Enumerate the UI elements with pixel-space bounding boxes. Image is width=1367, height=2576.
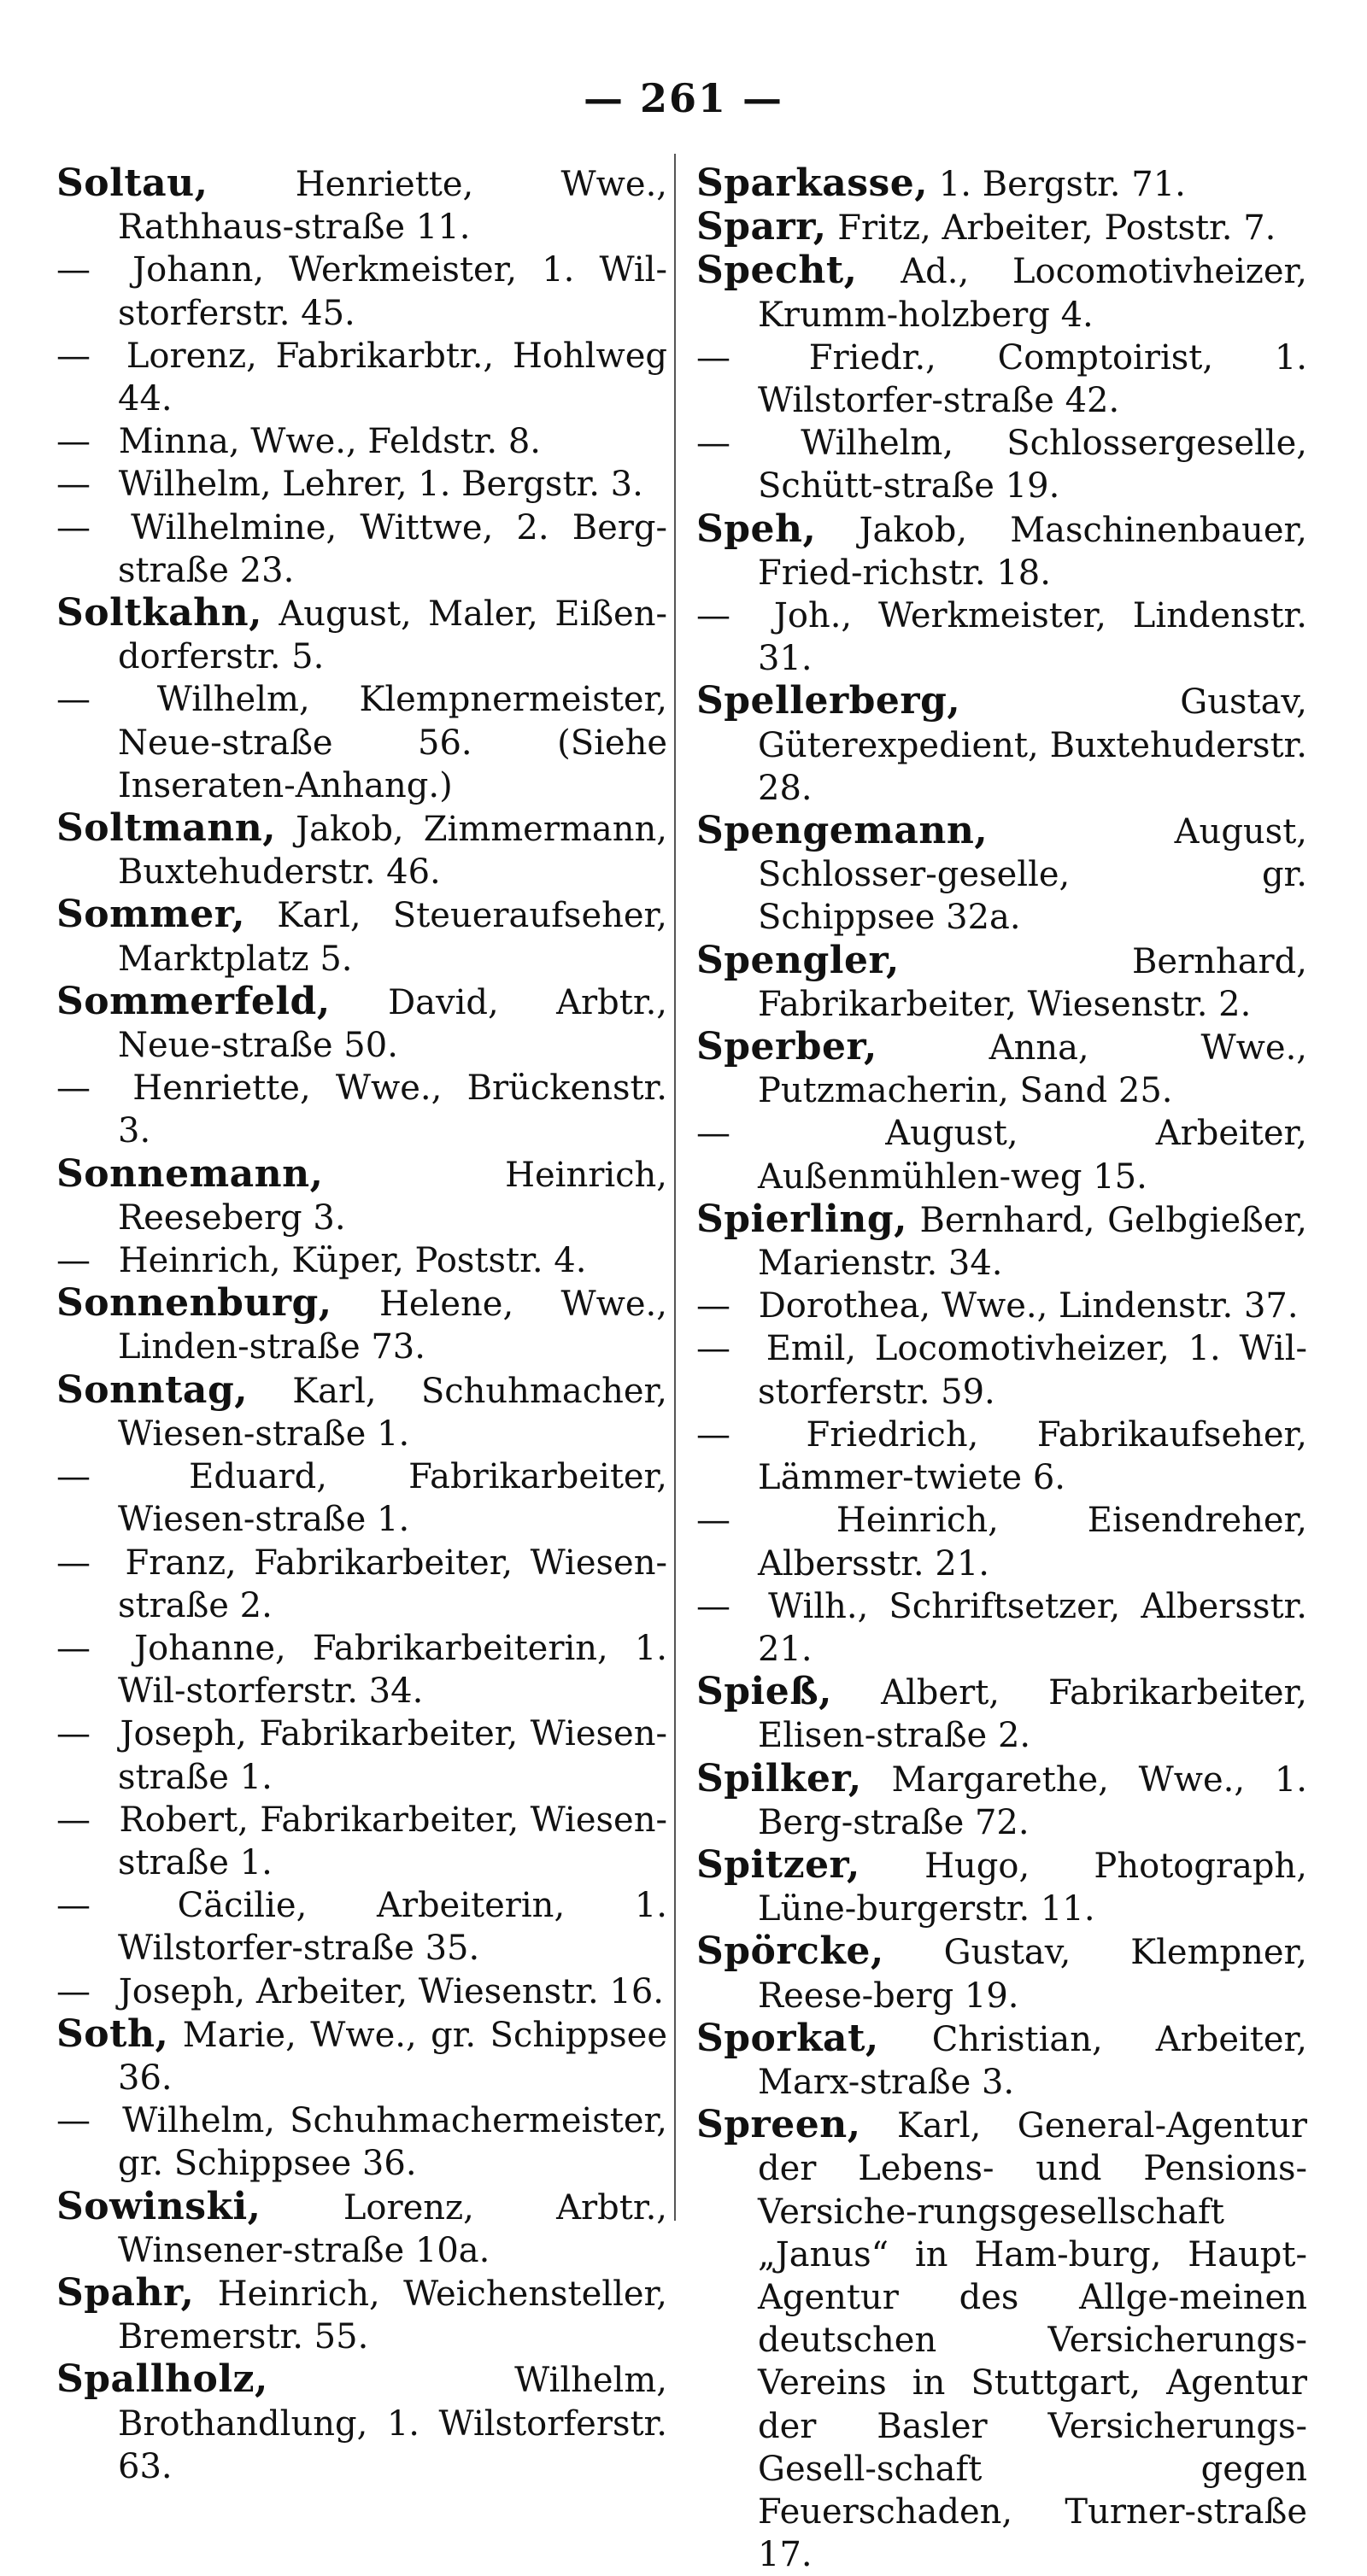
directory-entry [56, 420, 667, 463]
entry-details: Dorothea, Wwe., Lindenstr. 37. [748, 1286, 1299, 1326]
entry-surname: Spieß, [696, 1670, 832, 1714]
directory-entry [56, 2358, 667, 2488]
directory-entry [696, 508, 1307, 594]
directory-entry [696, 337, 1307, 422]
directory-entry [56, 1712, 667, 1798]
directory-entry [56, 1239, 667, 1282]
directory-entry [696, 810, 1307, 940]
entry-details: Eduard, Fabrikarbeiter, Wiesen-straße 1. [108, 1457, 667, 1540]
directory-entry [696, 1285, 1307, 1327]
directory-entry [696, 680, 1307, 810]
entry-dash: — [696, 1501, 730, 1541]
entry-details: Emil, Locomotivheizer, 1. Wil-storferstr. 59. [748, 1329, 1307, 1412]
entry-surname: Spierling, [696, 1197, 907, 1241]
entry-details: Wilhelm, Schuhmachermeister, gr. Schippsee 36. [108, 2101, 667, 2184]
directory-entry [56, 893, 667, 980]
entry-dash: — [56, 336, 91, 376]
directory-entry [696, 206, 1307, 249]
entry-dash: — [56, 1068, 91, 1109]
entry-dash: — [56, 507, 91, 547]
entry-details: Hugo, Photograph, Lüne-burgerstr. 11. [758, 1846, 1307, 1929]
entry-surname: Spahr, [56, 2270, 195, 2315]
directory-entry [696, 1112, 1307, 1197]
entry-surname: Soth, [56, 2011, 169, 2056]
entry-details: Joseph, Arbeiter, Wiesenstr. 16. [108, 1971, 665, 2011]
entry-details: August, Arbeiter, Außenmühlen-weg 15. [748, 1114, 1307, 1197]
directory-entry [56, 1282, 667, 1368]
entry-details: Margarethe, Wwe., 1. Berg-straße 72. [758, 1759, 1307, 1842]
entry-details: 1. Bergstr. 71. [928, 165, 1186, 204]
directory-entry [696, 162, 1307, 206]
entry-details: Cäcilie, Arbeiterin, 1. Wilstorfer-straße 35. [108, 1886, 667, 1969]
entry-details: Anna, Wwe., Putzmacherin, Sand 25. [758, 1028, 1307, 1111]
entry-details: Gustav, Güterexpedient, Buxtehuderstr. 28. [758, 682, 1307, 808]
entry-details: Lorenz, Arbtr., Winsener-straße 10a. [118, 2187, 667, 2270]
entry-details: Wilhelm, Brothandlung, 1. Wilstorferstr. 63. [118, 2361, 667, 2486]
directory-entry [696, 594, 1307, 680]
directory-entry [696, 2104, 1307, 2576]
entry-surname: Sporkat, [696, 2016, 879, 2060]
entry-details: Franz, Fabrikarbeiter, Wiesen-straße 2. [108, 1543, 667, 1625]
entry-surname: Sonnenburg, [56, 1281, 332, 1326]
entry-details: Henriette, Wwe., Brückenstr. 3. [108, 1068, 667, 1151]
entry-details: Jakob, Zimmermann, Buxtehuderstr. 46. [118, 810, 667, 893]
entry-dash: — [696, 424, 730, 464]
directory-entry [56, 678, 667, 807]
directory-entry [696, 1758, 1307, 1844]
entry-dash: — [56, 1714, 91, 1754]
directory-entry [56, 1542, 667, 1627]
directory-entry [56, 1799, 667, 1884]
entry-surname: Soltkahn, [56, 591, 262, 635]
entry-details: Karl, Steueraufseher, Marktplatz 5. [118, 896, 667, 979]
entry-details: Jakob, Maschinenbauer, Fried-richstr. 18. [758, 510, 1307, 593]
entry-dash: — [696, 1414, 730, 1455]
entry-details: Wilhelmine, Wittwe, 2. Berg-straße 23. [108, 507, 667, 590]
entry-details: Bernhard, Fabrikarbeiter, Wiesenstr. 2. [758, 941, 1307, 1024]
directory-entry [696, 1671, 1307, 1757]
entry-surname: Sparkasse, [696, 161, 929, 205]
directory-entry [56, 1153, 667, 1239]
directory-entry [56, 1369, 667, 1455]
page-number: — 261 — [583, 75, 784, 121]
entry-surname: Specht, [696, 249, 858, 293]
entry-details: Wilhelm, Schlossergeselle, Schütt-straße 19. [748, 424, 1307, 506]
directory-entry [56, 2013, 667, 2099]
directory-entry [56, 162, 667, 249]
entry-surname: Sparr, [696, 205, 827, 249]
entry-details: Johann, Werkmeister, 1. Wil-storferstr. 45. [108, 250, 667, 333]
directory-entry [696, 1844, 1307, 1930]
entry-surname: Sowinski, [56, 2184, 261, 2228]
entry-details: Fritz, Arbeiter, Poststr. 7. [826, 208, 1276, 249]
column-divider [674, 154, 676, 2221]
entry-dash: — [56, 422, 91, 462]
directory-entry [56, 807, 667, 893]
entry-surname: Sonnemann, [56, 1151, 324, 1196]
directory-entry [56, 2186, 667, 2272]
directory-entry [56, 1970, 667, 2013]
entry-surname: Speh, [696, 506, 817, 551]
entry-dash: — [56, 465, 91, 505]
entry-dash: — [56, 1800, 91, 1840]
entry-details: Wilh., Schriftsetzer, Albersstr. 21. [748, 1586, 1307, 1669]
entry-dash: — [56, 680, 91, 720]
directory-entry [696, 1585, 1307, 1671]
entry-details: Karl, General-Agentur der Lebens- und Pensions-Versiche-rungsgesellschaft „Janus“ in Ham-burg, Haupt-Agentur des Allge-meinen deutschen Versicherungs-Vereins in Stuttgart, Agentur der Basler Versicherungs-Gesell-schaft gegen Feuerschaden, Turner-straße 17. [758, 2106, 1307, 2575]
directory-entry [696, 1026, 1307, 1112]
directory-entry [696, 1198, 1307, 1285]
directory-entry [56, 2272, 667, 2358]
directory-entry [696, 249, 1307, 336]
entry-surname: Soltmann, [56, 806, 277, 851]
directory-entry [696, 1499, 1307, 1584]
entry-surname: Sonntag, [56, 1367, 249, 1412]
entry-dash: — [56, 1241, 91, 1281]
directory-entry [56, 1884, 667, 1970]
directory-entry [56, 1455, 667, 1541]
entry-details: Friedr., Comptoirist, 1. Wilstorfer-straße 42. [748, 337, 1307, 421]
directory-entry [56, 981, 667, 1067]
directory-entry [56, 1067, 667, 1152]
entry-details: Robert, Fabrikarbeiter, Wiesen-straße 1. [108, 1800, 667, 1882]
entry-dash: — [56, 2101, 91, 2141]
entry-details: Minna, Wwe., Feldstr. 8. [108, 422, 541, 462]
entry-dash: — [56, 1457, 91, 1497]
entry-dash: — [56, 1971, 91, 2011]
entry-surname: Sperber, [696, 1025, 877, 1069]
entry-surname: Soltau, [56, 161, 208, 205]
entry-details: Joh., Werkmeister, Lindenstr. 31. [748, 596, 1307, 679]
directory-entry [696, 940, 1307, 1026]
entry-details: Albert, Fabrikarbeiter, Elisen-straße 2. [758, 1673, 1307, 1756]
entry-surname: Spellerberg, [696, 679, 961, 723]
entry-details: Bernhard, Gelbgießer, Marienstr. 34. [758, 1200, 1307, 1284]
entry-surname: Sommer, [56, 893, 246, 937]
entry-details: Wilhelm, Klempnermeister, Neue-straße 56. (Siehe Inseraten-Anhang.) [108, 680, 667, 805]
directory-entry [56, 463, 667, 506]
directory-entry [56, 1627, 667, 1712]
entry-details: Helene, Wwe., Linden-straße 73. [118, 1285, 667, 1367]
entry-dash: — [696, 1114, 730, 1154]
directory-entry [56, 335, 667, 420]
entry-details: Joseph, Fabrikarbeiter, Wiesen-straße 1. [108, 1714, 667, 1797]
directory-entry [56, 592, 667, 678]
entry-details: Heinrich, Küper, Poststr. 4. [108, 1241, 587, 1281]
entry-details: Heinrich, Weichensteller, Bremerstr. 55. [118, 2274, 667, 2357]
entry-details: Lorenz, Fabrikarbtr., Hohlweg 44. [108, 336, 667, 419]
entry-details: Karl, Schuhmacher, Wiesen-straße 1. [118, 1371, 667, 1454]
entry-details: August, Maler, Eißen-dorferstr. 5. [118, 594, 667, 677]
entry-dash: — [696, 1286, 730, 1326]
entry-details: Christian, Arbeiter, Marx-straße 3. [758, 2019, 1307, 2102]
directory-entry [696, 1930, 1307, 2017]
entry-details: Ad., Locomotivheizer, Krumm-holzberg 4. [758, 252, 1307, 335]
directory-entry [56, 249, 667, 334]
entry-details: Friedrich, Fabrikaufseher, Lämmer-twiete 6. [748, 1414, 1307, 1498]
entry-details: Henriette, Wwe., Rathhaus-straße 11. [118, 165, 667, 248]
entry-dash: — [696, 596, 730, 636]
directory-entry [56, 506, 667, 592]
entry-details: August, Schlosser-geselle, gr. Schippsee 32a. [758, 812, 1307, 938]
entry-surname: Sommerfeld, [56, 979, 331, 1023]
entry-dash: — [696, 1586, 730, 1626]
entry-dash: — [56, 1628, 91, 1668]
entry-details: Heinrich, Reeseberg 3. [118, 1155, 667, 1238]
right-column [696, 162, 1307, 2576]
entry-surname: Spengler, [696, 938, 900, 982]
entry-details: Heinrich, Eisendreher, Albersstr. 21. [748, 1501, 1307, 1584]
directory-entry [696, 1414, 1307, 1499]
directory-entry [696, 1327, 1307, 1413]
entry-details: Marie, Wwe., gr. Schippsee 36. [118, 2015, 667, 2098]
entry-dash: — [56, 1886, 91, 1926]
directory-entry [696, 422, 1307, 507]
entry-dash: — [696, 1329, 730, 1369]
entry-dash: — [56, 1543, 91, 1583]
entry-dash: — [696, 337, 730, 378]
left-column [56, 162, 667, 2488]
entry-dash: — [56, 250, 91, 290]
entry-surname: Spallholz, [56, 2357, 268, 2402]
entry-surname: Spitzer, [696, 1842, 860, 1887]
directory-entry [696, 2017, 1307, 2104]
entry-details: Johanne, Fabrikarbeiterin, 1. Wil-storferstr. 34. [108, 1628, 667, 1712]
entry-surname: Spörcke, [696, 1929, 884, 1974]
entry-details: David, Arbtr., Neue-straße 50. [118, 982, 667, 1066]
entry-details: Wilhelm, Lehrer, 1. Bergstr. 3. [108, 465, 643, 505]
entry-surname: Spilker, [696, 1756, 862, 1800]
directory-entry [56, 2099, 667, 2185]
entry-surname: Spreen, [696, 2103, 861, 2147]
entry-details: Gustav, Klempner, Reese-berg 19. [758, 1933, 1307, 2016]
entry-surname: Spengemann, [696, 809, 989, 853]
